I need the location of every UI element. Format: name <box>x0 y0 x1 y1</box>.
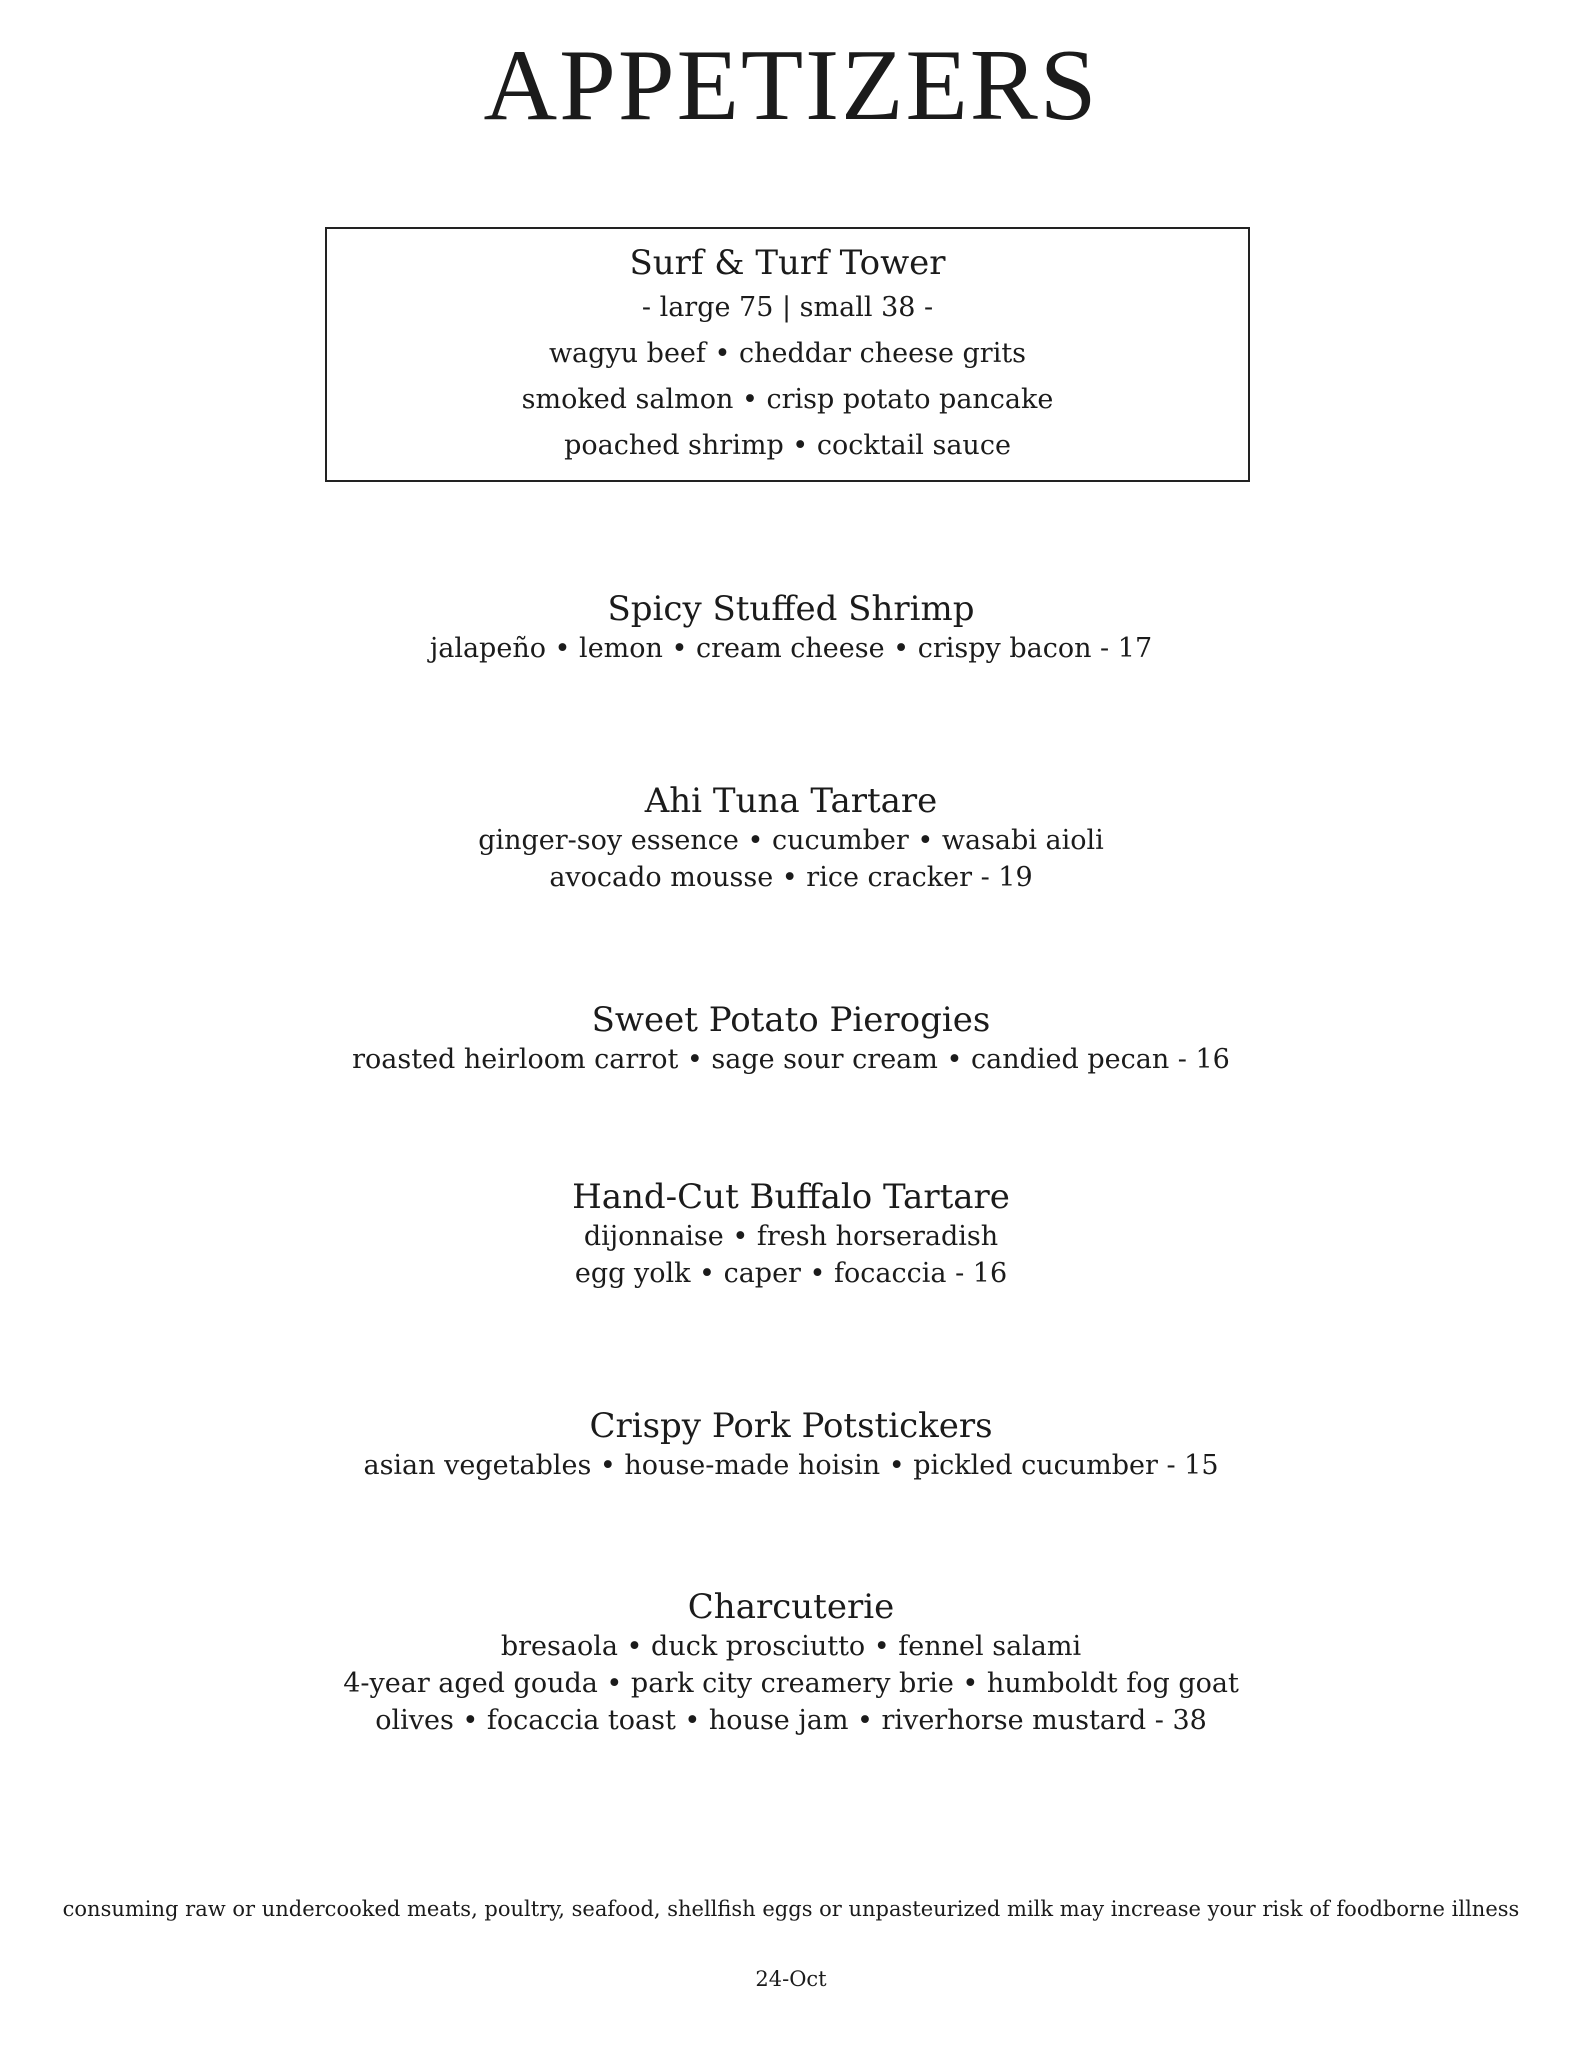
menu-item-description: jalapeño • lemon • cream cheese • crispy bacon - 17 <box>429 632 1153 664</box>
menu-item-name: Sweet Potato Pierogies <box>591 1000 991 1040</box>
menu-item-description: roasted heirloom carrot • sage sour cream • candied pecan - 16 <box>352 1043 1230 1075</box>
menu-item-description: ginger-soy essence • cucumber • wasabi aioli <box>478 824 1104 856</box>
menu-date: 24-Oct <box>755 1967 827 1991</box>
featured-item-name: Surf & Turf Tower <box>629 243 946 283</box>
menu-item <box>0 589 1582 667</box>
menu-item-description: egg yolk • caper • focaccia - 16 <box>574 1257 1008 1289</box>
page-title: APPETIZERS <box>483 29 1099 142</box>
featured-item-description-line: smoked salmon • crisp potato pancake <box>521 384 1054 416</box>
menu-item-description: bresaola • duck prosciutto • fennel salami <box>500 1630 1082 1662</box>
menu-item <box>0 1177 1582 1292</box>
featured-item-description-line: wagyu beef • cheddar cheese grits <box>548 338 1027 370</box>
menu-item-description: olives • focaccia toast • house jam • riverhorse mustard - 38 <box>375 1704 1207 1736</box>
menu-item <box>0 781 1582 896</box>
menu-item-name: Ahi Tuna Tartare <box>644 781 938 821</box>
featured-item-price: - large 75 | small 38 - <box>641 292 934 324</box>
menu-item-name: Crispy Pork Potstickers <box>589 1406 993 1446</box>
health-disclaimer: consuming raw or undercooked meats, poultry, seafood, shellfish eggs or unpasteurized milk may increase your risk of foodborne illness <box>62 1897 1520 1921</box>
menu-item <box>0 1000 1582 1078</box>
menu-item-description: dijonnaise • fresh horseradish <box>583 1220 999 1252</box>
menu-item-description: 4-year aged gouda • park city creamery brie • humboldt fog goat <box>343 1667 1239 1699</box>
menu-item-description: avocado mousse • rice cracker - 19 <box>549 861 1033 893</box>
menu-item-name: Hand-Cut Buffalo Tartare <box>572 1177 1010 1217</box>
featured-item-box <box>325 227 1250 482</box>
menu-item <box>0 1406 1582 1484</box>
menu-item-description: asian vegetables • house-made hoisin • pickled cucumber - 15 <box>363 1449 1219 1481</box>
menu-item-name: Charcuterie <box>687 1587 895 1627</box>
featured-item-description-line: poached shrimp • cocktail sauce <box>564 430 1011 462</box>
menu-item-name: Spicy Stuffed Shrimp <box>607 589 975 629</box>
menu-item <box>0 1587 1582 1739</box>
